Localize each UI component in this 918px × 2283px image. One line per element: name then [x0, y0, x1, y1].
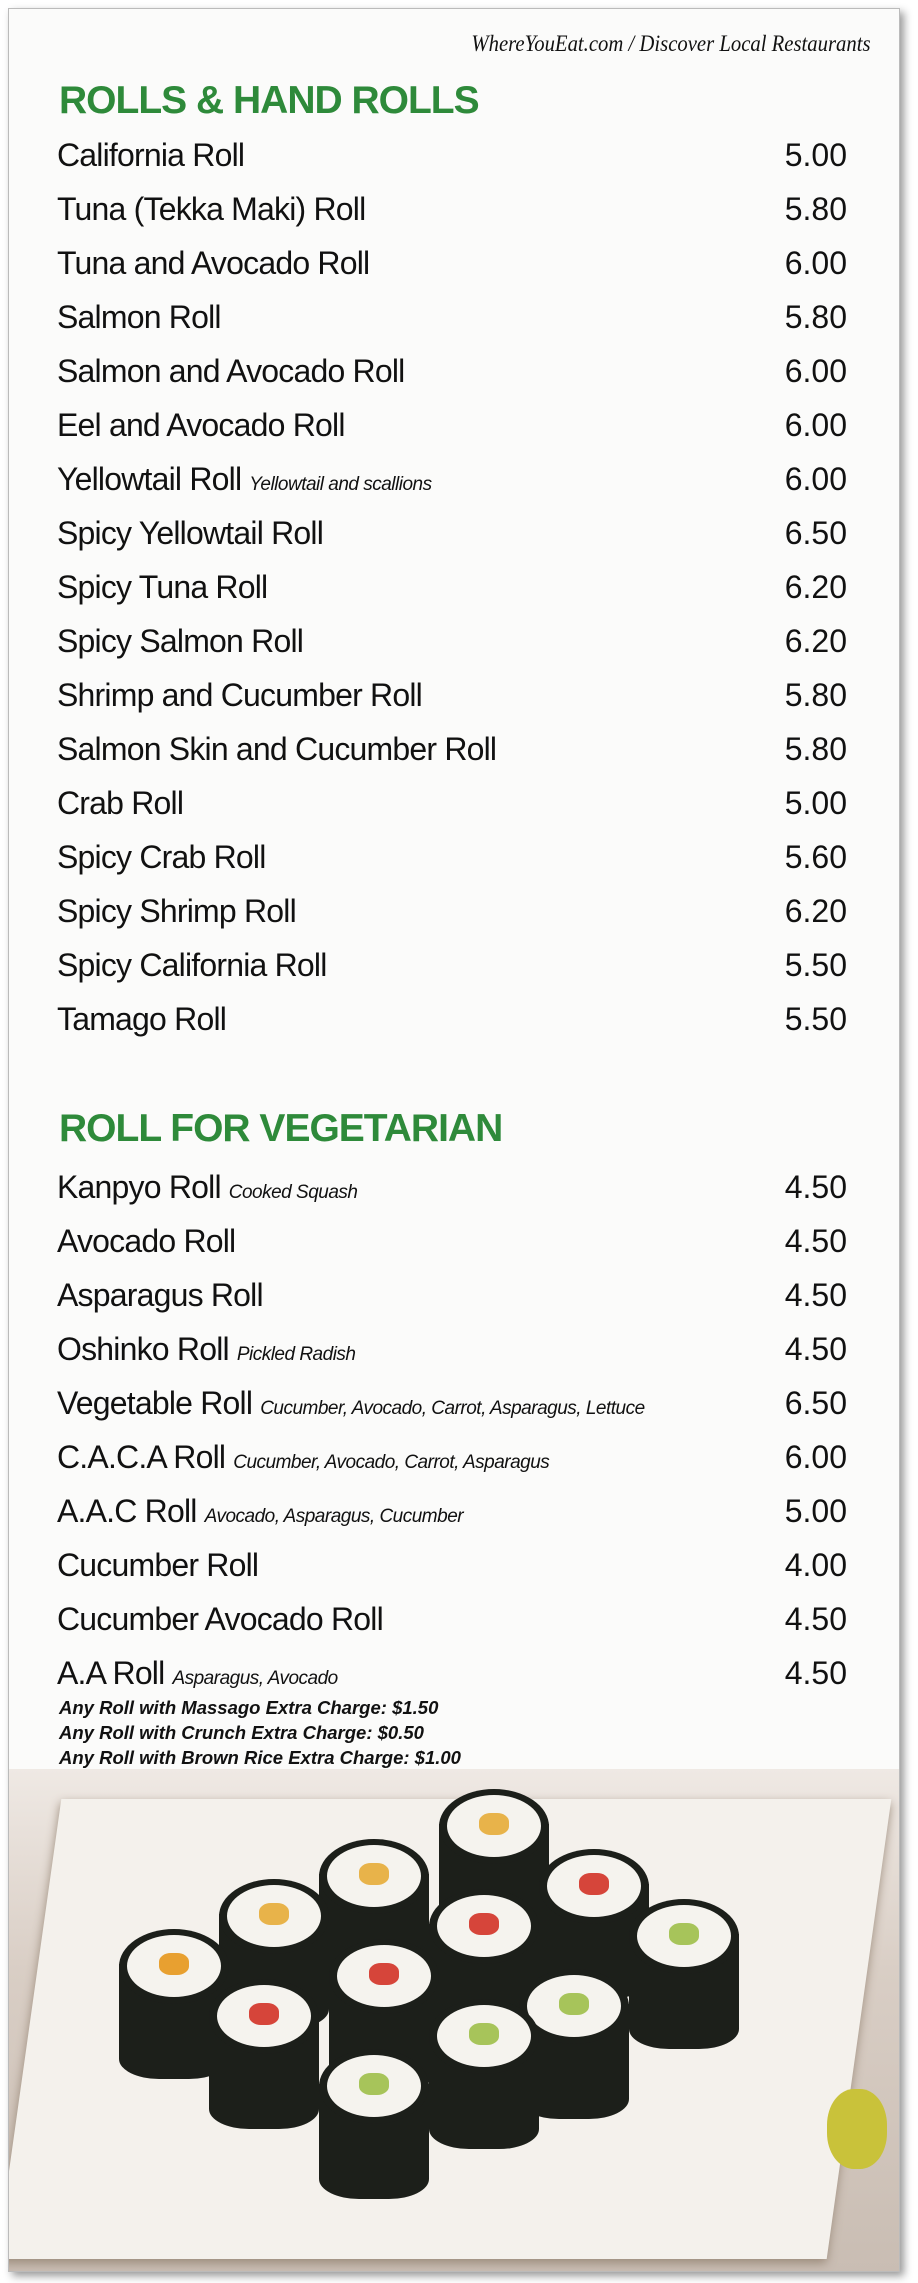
item-description: Cucumber, Avocado, Carrot, Asparagus, Lettuce: [260, 1398, 645, 1419]
item-price: 6.20: [784, 569, 847, 605]
site-banner: WhereYouEat.com / Discover Local Restaurants: [471, 31, 871, 56]
item-name: Spicy Tuna Roll: [57, 569, 268, 605]
item-price: 6.00: [784, 461, 847, 497]
menu-item: [57, 353, 847, 407]
menu-page: [8, 8, 900, 2272]
vegetarian-list: [57, 1169, 847, 1709]
menu-item: [57, 947, 847, 1001]
item-price: 5.80: [784, 677, 847, 713]
rolls-list: [57, 137, 847, 1055]
item-name: Yellowtail Roll: [57, 461, 242, 497]
item-name: Cucumber Avocado Roll: [57, 1601, 383, 1637]
item-price: 4.00: [784, 1547, 847, 1583]
menu-item: [57, 1331, 847, 1385]
item-price: 6.00: [784, 245, 847, 281]
section-title-rolls: ROLLS & HAND ROLLS: [59, 79, 479, 122]
note-brown-rice: Any Roll with Brown Rice Extra Charge: $1.00: [59, 1747, 461, 1768]
item-price: 5.80: [784, 191, 847, 227]
item-name: A.A Roll: [57, 1655, 165, 1691]
menu-item: [57, 1547, 847, 1601]
item-name: Spicy Shrimp Roll: [57, 893, 296, 929]
item-description: Avocado, Asparagus, Cucumber: [204, 1506, 464, 1527]
menu-item: [57, 137, 847, 191]
item-name: Shrimp and Cucumber Roll: [57, 677, 422, 713]
section-title-vegetarian: ROLL FOR VEGETARIAN: [59, 1107, 503, 1150]
item-price: 5.00: [784, 785, 847, 821]
item-name: Spicy California Roll: [57, 947, 327, 983]
menu-item: [57, 1439, 847, 1493]
item-name: A.A.C Roll: [57, 1493, 197, 1529]
item-price: 5.50: [784, 1001, 847, 1037]
menu-item: [57, 461, 847, 515]
item-price: 6.20: [784, 623, 847, 659]
item-name: Salmon Roll: [57, 299, 221, 335]
item-name: Tuna (Tekka Maki) Roll: [57, 191, 366, 227]
item-description: Cooked Squash: [228, 1182, 358, 1203]
menu-item: [57, 1385, 847, 1439]
item-name: Salmon Skin and Cucumber Roll: [57, 731, 497, 767]
item-price: 4.50: [784, 1223, 847, 1259]
menu-item: [57, 1223, 847, 1277]
item-price: 6.20: [784, 893, 847, 929]
menu-item: [57, 785, 847, 839]
item-name: Avocado Roll: [57, 1223, 236, 1259]
menu-item: [57, 1493, 847, 1547]
menu-item: [57, 245, 847, 299]
item-price: 4.50: [784, 1601, 847, 1637]
note-massago: Any Roll with Massago Extra Charge: $1.50: [59, 1697, 439, 1718]
item-price: 5.00: [784, 137, 847, 173]
item-price: 6.00: [784, 407, 847, 443]
menu-item: [57, 623, 847, 677]
item-name: Asparagus Roll: [57, 1277, 263, 1313]
menu-item: [57, 299, 847, 353]
menu-item: [57, 515, 847, 569]
sushi-photo: [9, 1769, 899, 2271]
item-price: 5.80: [784, 731, 847, 767]
menu-item: [57, 1601, 847, 1655]
item-name: Kanpyo Roll: [57, 1169, 221, 1205]
item-price: 4.50: [784, 1655, 847, 1691]
item-price: 6.00: [784, 1439, 847, 1475]
item-price: 6.00: [784, 353, 847, 389]
item-name: Salmon and Avocado Roll: [57, 353, 405, 389]
menu-item: [57, 839, 847, 893]
menu-item: [57, 1277, 847, 1331]
item-price: 5.00: [784, 1493, 847, 1529]
item-name: C.A.C.A Roll: [57, 1439, 226, 1475]
item-name: Eel and Avocado Roll: [57, 407, 345, 443]
item-name: Cucumber Roll: [57, 1547, 259, 1583]
item-description: Cucumber, Avocado, Carrot, Asparagus: [233, 1452, 550, 1473]
item-name: Spicy Salmon Roll: [57, 623, 304, 659]
sushi-piece: [209, 1979, 319, 2129]
item-description: Pickled Radish: [236, 1344, 356, 1365]
item-price: 4.50: [784, 1277, 847, 1313]
item-name: Spicy Crab Roll: [57, 839, 266, 875]
item-name: Oshinko Roll: [57, 1331, 229, 1367]
item-price: 5.60: [784, 839, 847, 875]
sushi-piece: [629, 1899, 739, 2049]
item-name: Tamago Roll: [57, 1001, 227, 1037]
item-name: Vegetable Roll: [57, 1385, 253, 1421]
item-price: 4.50: [784, 1169, 847, 1205]
item-description: Yellowtail and scallions: [249, 474, 432, 495]
menu-item: [57, 731, 847, 785]
item-price: 5.50: [784, 947, 847, 983]
item-price: 5.80: [784, 299, 847, 335]
menu-item: [57, 191, 847, 245]
sushi-piece: [319, 2049, 429, 2199]
menu-item: [57, 893, 847, 947]
menu-item: [57, 1001, 847, 1055]
item-price: 4.50: [784, 1331, 847, 1367]
item-description: Asparagus, Avocado: [172, 1668, 338, 1689]
menu-item: [57, 677, 847, 731]
menu-item: [57, 407, 847, 461]
extra-charge-notes: [59, 1697, 461, 1772]
note-crunch: Any Roll with Crunch Extra Charge: $0.50: [59, 1722, 424, 1743]
item-price: 6.50: [784, 515, 847, 551]
item-name: Tuna and Avocado Roll: [57, 245, 370, 281]
menu-item: [57, 1169, 847, 1223]
item-name: California Roll: [57, 137, 245, 173]
wasabi: [827, 2089, 887, 2169]
item-price: 6.50: [784, 1385, 847, 1421]
item-name: Crab Roll: [57, 785, 184, 821]
menu-item: [57, 569, 847, 623]
item-name: Spicy Yellowtail Roll: [57, 515, 324, 551]
sushi-piece: [429, 1999, 539, 2149]
